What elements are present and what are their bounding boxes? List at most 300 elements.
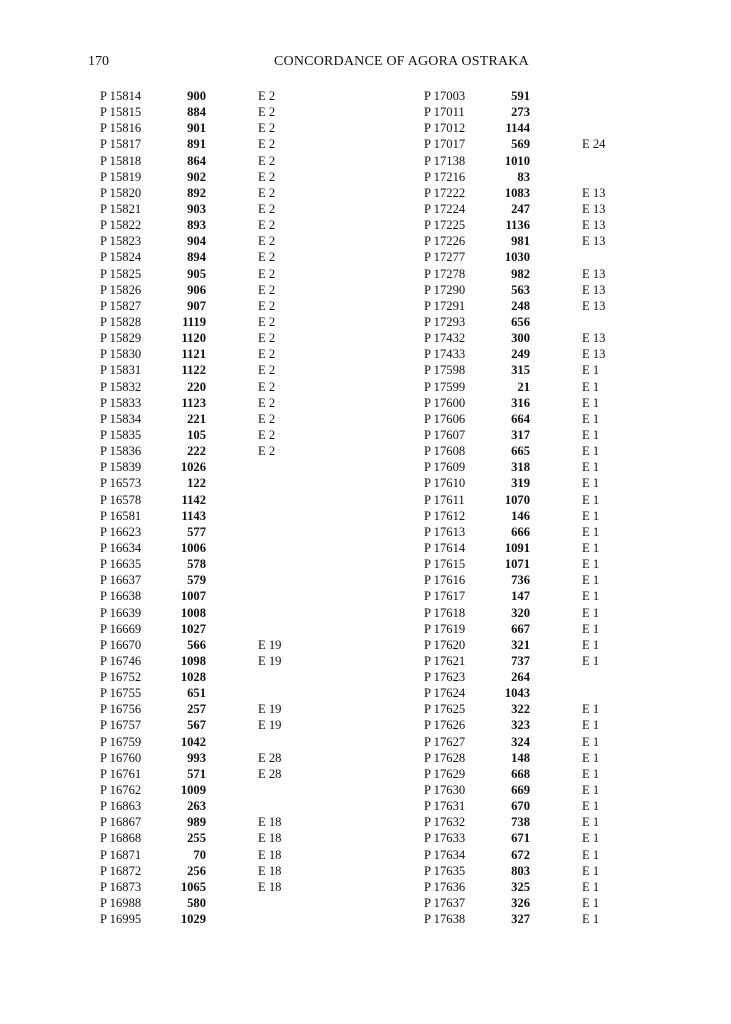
inventory-number: P 16873 [100,879,142,894]
ostrakon-number: 83 [517,169,530,184]
ostrakon-number: 1028 [180,670,206,685]
ostrakon-number: 1071 [504,557,530,572]
inventory-number: P 15830 [100,347,142,362]
reference-number: E 1 [582,460,600,475]
reference-number: E 2 [258,201,276,216]
reference-number: E 2 [258,395,276,410]
inventory-number: P 15821 [100,201,142,216]
inventory-number: P 17638 [424,912,466,927]
inventory-number: P 17624 [424,686,466,701]
reference-number: E 1 [582,783,600,798]
inventory-number: P 17600 [424,395,466,410]
inventory-number: P 15826 [100,282,142,297]
concordance-row [424,346,664,362]
inventory-number: P 15839 [100,460,142,475]
inventory-number: P 17612 [424,508,466,523]
ostrakon-number: 1123 [181,395,206,410]
ostrakon-number: 667 [511,621,530,636]
reference-number: E 13 [582,234,606,249]
concordance-row [424,282,664,298]
ostrakon-number: 1026 [180,460,206,475]
inventory-number: P 17598 [424,363,466,378]
inventory-number: P 17634 [424,847,466,862]
concordance-row [424,717,664,733]
concordance-row [100,798,340,814]
concordance-row [100,330,340,346]
reference-number: E 13 [582,218,606,233]
reference-number: E 2 [258,105,276,120]
reference-number: E 2 [258,347,276,362]
concordance-row [424,621,664,637]
inventory-number: P 17626 [424,718,466,733]
ostrakon-number: 256 [187,863,206,878]
concordance-row [424,782,664,798]
concordance-row [424,298,664,314]
concordance-row [100,298,340,314]
inventory-number: P 16670 [100,637,142,652]
reference-number: E 18 [258,815,282,830]
concordance-row [100,750,340,766]
reference-number: E 1 [582,896,600,911]
inventory-number: P 16988 [100,896,142,911]
inventory-number: P 16669 [100,621,142,636]
inventory-number: P 15818 [100,153,142,168]
ostrakon-number: 665 [511,444,530,459]
ostrakon-number: 327 [511,912,530,927]
ostrakon-number: 1091 [504,540,530,555]
inventory-number: P 17633 [424,831,466,846]
reference-number: E 2 [258,363,276,378]
ostrakon-number: 664 [511,411,530,426]
inventory-number: P 17277 [424,250,466,265]
concordance-row [424,266,664,282]
concordance-row [424,411,664,427]
reference-number: E 13 [582,185,606,200]
ostrakon-number: 300 [511,331,530,346]
inventory-number: P 17636 [424,879,466,894]
concordance-row [424,669,664,685]
reference-number: E 13 [582,331,606,346]
reference-number: E 1 [582,750,600,765]
inventory-number: P 17628 [424,750,466,765]
reference-number: E 2 [258,234,276,249]
reference-number: E 1 [582,912,600,927]
ostrakon-number: 901 [187,121,206,136]
inventory-number: P 17621 [424,653,466,668]
concordance-row [424,637,664,653]
reference-number: E 13 [582,298,606,313]
inventory-number: P 16752 [100,670,142,685]
ostrakon-number: 147 [511,589,530,604]
concordance-row [100,508,340,524]
concordance-row [424,427,664,443]
reference-number: E 2 [258,89,276,103]
reference-number: E 19 [258,702,282,717]
ostrakon-number: 263 [187,799,206,814]
inventory-number: P 16761 [100,766,142,781]
ostrakon-number: 579 [187,573,206,588]
inventory-number: P 17620 [424,637,466,652]
ostrakon-number: 670 [511,799,530,814]
reference-number: E 2 [258,331,276,346]
concordance-row [100,379,340,395]
ostrakon-number: 672 [511,847,530,862]
concordance-row [100,492,340,508]
inventory-number: P 17609 [424,460,466,475]
inventory-number: P 17611 [424,492,465,507]
reference-number: E 1 [582,476,600,491]
inventory-number: P 17632 [424,815,466,830]
reference-number: E 1 [582,831,600,846]
concordance-row [100,685,340,701]
inventory-number: P 15827 [100,298,142,313]
inventory-number: P 16863 [100,799,142,814]
concordance-row [100,411,340,427]
concordance-row [424,233,664,249]
ostrakon-number: 1006 [180,540,206,555]
page-number: 170 [88,54,109,69]
inventory-number: P 17433 [424,347,466,362]
inventory-number: P 17613 [424,524,466,539]
reference-number: E 1 [582,427,600,442]
inventory-number: P 17635 [424,863,466,878]
inventory-number: P 16623 [100,524,142,539]
inventory-number: P 15814 [100,89,142,103]
concordance-row [100,588,340,604]
concordance-row [424,330,664,346]
reference-number: E 1 [582,766,600,781]
reference-number: E 1 [582,815,600,830]
inventory-number: P 17617 [424,589,466,604]
concordance-row [424,798,664,814]
concordance-row [424,185,664,201]
ostrakon-number: 905 [187,266,206,281]
ostrakon-number: 248 [511,298,530,313]
inventory-number: P 16760 [100,750,142,765]
ostrakon-number: 1027 [180,621,206,636]
reference-number: E 2 [258,444,276,459]
reference-number: E 2 [258,379,276,394]
inventory-number: P 17222 [424,185,466,200]
ostrakon-number: 982 [511,266,530,281]
reference-number: E 13 [582,347,606,362]
concordance-row [424,911,664,927]
ostrakon-number: 892 [187,185,206,200]
ostrakon-number: 324 [511,734,530,749]
ostrakon-number: 317 [511,427,530,442]
concordance-row [100,879,340,895]
ostrakon-number: 318 [511,460,530,475]
inventory-number: P 15828 [100,314,142,329]
page-title: CONCORDANCE OF AGORA OSTRAKA [274,54,529,69]
concordance-row [424,459,664,475]
ostrakon-number: 903 [187,201,206,216]
reference-number: E 2 [258,250,276,265]
ostrakon-number: 567 [187,718,206,733]
reference-number: E 19 [258,637,282,652]
reference-number: E 2 [258,121,276,136]
concordance-row [424,475,664,491]
inventory-number: P 15815 [100,105,142,120]
reference-number: E 1 [582,444,600,459]
ostrakon-number: 1042 [180,734,206,749]
concordance-row [100,169,340,185]
concordance-row [100,814,340,830]
inventory-number: P 15832 [100,379,142,394]
reference-number: E 2 [258,218,276,233]
reference-number: E 2 [258,314,276,329]
ostrakon-number: 316 [511,395,530,410]
concordance-row [100,459,340,475]
inventory-number: P 15834 [100,411,142,426]
reference-number: E 2 [258,266,276,281]
reference-number: E 1 [582,573,600,588]
ostrakon-number: 320 [511,605,530,620]
inventory-number: P 16755 [100,686,142,701]
ostrakon-number: 894 [187,250,206,265]
reference-number: E 28 [258,750,282,765]
concordance-row [424,588,664,604]
concordance-row [100,136,340,152]
reference-number: E 1 [582,540,600,555]
reference-number: E 1 [582,605,600,620]
concordance-row [424,153,664,169]
concordance-row [100,201,340,217]
inventory-number: P 17017 [424,137,466,152]
inventory-number: P 15836 [100,444,142,459]
ostrakon-number: 669 [511,783,530,798]
concordance-row [424,249,664,265]
concordance-row [424,379,664,395]
reference-number: E 2 [258,169,276,184]
concordance-row [424,443,664,459]
reference-number: E 1 [582,508,600,523]
concordance-row [100,88,340,104]
ostrakon-number: 249 [511,347,530,362]
ostrakon-number: 247 [511,201,530,216]
ostrakon-number: 737 [511,653,530,668]
ostrakon-number: 273 [511,105,530,120]
reference-number: E 13 [582,201,606,216]
ostrakon-number: 736 [511,573,530,588]
concordance-row [424,895,664,911]
concordance-row [424,879,664,895]
ostrakon-number: 671 [511,831,530,846]
ostrakon-number: 1029 [180,912,206,927]
inventory-number: P 15823 [100,234,142,249]
ostrakon-number: 1122 [181,363,206,378]
concordance-row [424,830,664,846]
ostrakon-number: 571 [187,766,206,781]
inventory-number: P 15820 [100,185,142,200]
ostrakon-number: 21 [517,379,530,394]
inventory-number: P 17608 [424,444,466,459]
concordance-row [100,120,340,136]
concordance-row [100,475,340,491]
inventory-number: P 17278 [424,266,466,281]
ostrakon-number: 566 [187,637,206,652]
concordance-row [424,556,664,572]
inventory-number: P 16872 [100,863,142,878]
ostrakon-number: 656 [511,314,530,329]
concordance-row [100,266,340,282]
concordance-row [424,492,664,508]
concordance-row [100,701,340,717]
concordance-row [100,863,340,879]
inventory-number: P 17226 [424,234,466,249]
ostrakon-number: 591 [511,89,530,103]
reference-number: E 2 [258,153,276,168]
ostrakon-number: 906 [187,282,206,297]
concordance-row [424,104,664,120]
ostrakon-number: 578 [187,557,206,572]
concordance-row [424,524,664,540]
reference-number: E 1 [582,637,600,652]
concordance-row [100,314,340,330]
inventory-number: P 17616 [424,573,466,588]
inventory-number: P 15833 [100,395,142,410]
reference-number: E 2 [258,185,276,200]
reference-number: E 1 [582,799,600,814]
concordance-row [424,540,664,556]
reference-number: E 18 [258,831,282,846]
concordance-column-right [424,88,664,927]
concordance-row [100,443,340,459]
ostrakon-number: 580 [187,896,206,911]
ostrakon-number: 1120 [181,331,206,346]
concordance-row [424,314,664,330]
ostrakon-number: 1030 [504,250,530,265]
inventory-number: P 15816 [100,121,142,136]
ostrakon-number: 904 [187,234,206,249]
inventory-number: P 17293 [424,314,466,329]
reference-number: E 28 [258,766,282,781]
concordance-row [424,508,664,524]
ostrakon-number: 803 [511,863,530,878]
ostrakon-number: 1142 [181,492,206,507]
concordance-row [100,572,340,588]
ostrakon-number: 668 [511,766,530,781]
concordance-row [424,605,664,621]
reference-number: E 13 [582,282,606,297]
inventory-number: P 17623 [424,670,466,685]
reference-number: E 1 [582,863,600,878]
ostrakon-number: 993 [187,750,206,765]
reference-number: E 1 [582,492,600,507]
ostrakon-number: 577 [187,524,206,539]
reference-number: E 2 [258,282,276,297]
inventory-number: P 15835 [100,427,142,442]
reference-number: E 2 [258,137,276,152]
ostrakon-number: 122 [187,476,206,491]
concordance-row [424,395,664,411]
reference-number: E 1 [582,589,600,604]
ostrakon-number: 907 [187,298,206,313]
reference-number: E 1 [582,718,600,733]
concordance-row [424,863,664,879]
reference-number: E 19 [258,718,282,733]
concordance-row [100,717,340,733]
ostrakon-number: 319 [511,476,530,491]
ostrakon-number: 321 [511,637,530,652]
inventory-number: P 17138 [424,153,466,168]
concordance-row [100,249,340,265]
ostrakon-number: 1070 [504,492,530,507]
inventory-number: P 15831 [100,363,142,378]
concordance-row [100,621,340,637]
inventory-number: P 15819 [100,169,142,184]
ostrakon-number: 1144 [505,121,530,136]
inventory-number: P 17606 [424,411,466,426]
concordance-row [424,685,664,701]
inventory-number: P 16746 [100,653,142,668]
ostrakon-number: 738 [511,815,530,830]
inventory-number: P 17607 [424,427,466,442]
inventory-number: P 16868 [100,831,142,846]
reference-number: E 1 [582,847,600,862]
concordance-row [100,669,340,685]
ostrakon-number: 893 [187,218,206,233]
ostrakon-number: 148 [511,750,530,765]
inventory-number: P 17003 [424,89,466,103]
concordance-row [100,782,340,798]
ostrakon-number: 981 [511,234,530,249]
ostrakon-number: 1121 [181,347,206,362]
ostrakon-number: 864 [187,153,206,168]
ostrakon-number: 1008 [180,605,206,620]
inventory-number: P 17610 [424,476,466,491]
reference-number: E 18 [258,847,282,862]
reference-number: E 1 [582,411,600,426]
inventory-number: P 17619 [424,621,466,636]
concordance-row [424,750,664,766]
concordance-row [424,201,664,217]
concordance-row [100,282,340,298]
concordance-row [100,766,340,782]
ostrakon-number: 257 [187,702,206,717]
concordance-row [100,911,340,927]
reference-number: E 1 [582,621,600,636]
ostrakon-number: 884 [187,105,206,120]
concordance-row [100,217,340,233]
reference-number: E 2 [258,411,276,426]
ostrakon-number: 891 [187,137,206,152]
ostrakon-number: 105 [187,427,206,442]
reference-number: E 1 [582,524,600,539]
ostrakon-number: 1119 [182,314,206,329]
inventory-number: P 17627 [424,734,466,749]
inventory-number: P 17637 [424,896,466,911]
concordance-row [100,395,340,411]
reference-number: E 18 [258,879,282,894]
inventory-number: P 17618 [424,605,466,620]
concordance-row [100,346,340,362]
concordance-row [424,88,664,104]
reference-number: E 19 [258,653,282,668]
reference-number: E 1 [582,395,600,410]
inventory-number: P 16995 [100,912,142,927]
concordance-row [424,217,664,233]
inventory-number: P 17629 [424,766,466,781]
concordance-row [424,734,664,750]
concordance-row [424,653,664,669]
inventory-number: P 16759 [100,734,142,749]
reference-number: E 2 [258,427,276,442]
reference-number: E 1 [582,734,600,749]
ostrakon-number: 563 [511,282,530,297]
inventory-number: P 17630 [424,783,466,798]
inventory-number: P 16638 [100,589,142,604]
